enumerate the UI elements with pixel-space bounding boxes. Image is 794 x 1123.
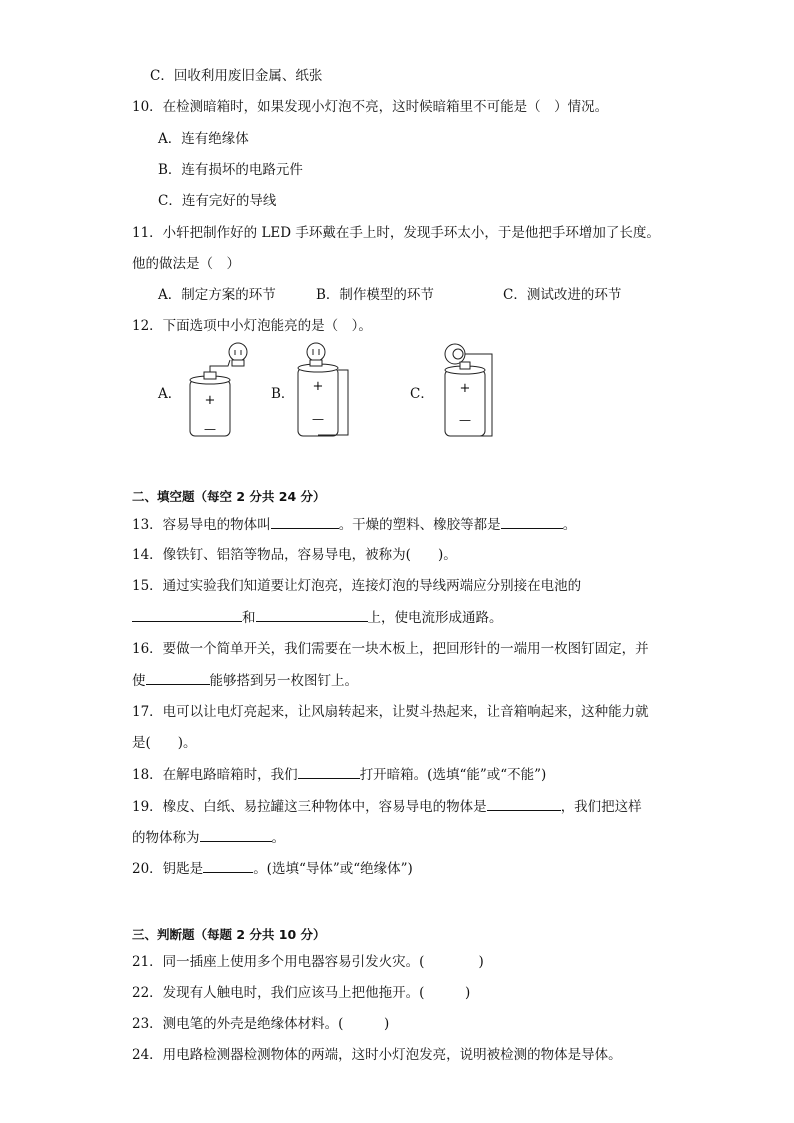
q22: 22．发现有人触电时，我们应该马上把他拖开。( ) [132, 985, 471, 1001]
q13-blank-1[interactable] [271, 514, 339, 529]
q20-text-2: 。(选填“导体”或“绝缘体”) [253, 861, 413, 877]
q18-text-2: 打开暗箱。(选填“能”或“不能”) [359, 767, 547, 783]
q13 [132, 514, 576, 535]
q18-text-1: 18．在解电路暗箱时，我们 [132, 767, 298, 783]
q19-text-3: 的物体称为 [132, 830, 200, 846]
q18 [132, 764, 546, 785]
bulb-icon [445, 344, 470, 369]
battery-icon [190, 372, 230, 436]
q18-blank[interactable] [298, 764, 360, 779]
q19-line1 [132, 796, 642, 817]
q11-option-c: C．测试改进的环节 [503, 287, 622, 303]
q12-label-a: A． [158, 386, 182, 402]
q13-blank-2[interactable] [501, 514, 563, 529]
q10-stem: 10．在检测暗箱时，如果发现小灯泡不亮，这时候暗箱里不可能是（ ）情况。 [132, 99, 609, 115]
positive-sign: + [459, 381, 471, 396]
q11-stem-line1: 11．小轩把制作好的 LED 手环戴在手上时，发现手环太小，于是他把手环增加了长度。 [132, 225, 660, 241]
q16-line1: 16．要做一个简单开关，我们需要在一块木板上，把回形针的一端用一枚图钉固定，并 [132, 641, 649, 657]
q23: 23．测电笔的外壳是绝缘体材料。( ) [132, 1016, 390, 1032]
q17-line1: 17．电可以让电灯亮起来，让风扇转起来，让熨斗热起来，让音箱响起来，这种能力就 [132, 704, 649, 720]
q13-text-2: 。干燥的塑料、橡胶等都是 [338, 517, 501, 533]
q11-stem-line2: 他的做法是（ ） [132, 256, 240, 272]
q19-blank-1[interactable] [487, 796, 561, 811]
circuit-a [190, 343, 247, 436]
q10-option-c: C．连有完好的导线 [158, 193, 277, 209]
q9-option-c: C．回收利用废旧金属、纸张 [150, 68, 323, 84]
q20-text-1: 20．钥匙是 [132, 861, 204, 877]
q15-blank-1[interactable] [132, 607, 242, 622]
q13-text-3: 。 [562, 517, 577, 533]
positive-sign: + [312, 379, 324, 394]
q15-line1: 15．通过实验我们知道要让灯泡亮，连接灯泡的导线两端应分别接在电池的 [132, 578, 582, 594]
positive-sign: + [204, 393, 216, 408]
q19-text-4: 。 [271, 830, 285, 846]
q21: 21．同一插座上使用多个用电器容易引发火灾。( ) [132, 954, 484, 970]
negative-sign: — [459, 413, 471, 427]
q16-blank[interactable] [146, 670, 210, 685]
q16-text-2: 能够搭到另一枚图钉上。 [209, 673, 358, 689]
battery-icon [298, 364, 338, 436]
battery-icon [445, 366, 485, 436]
q15-text-end: 上，使电流形成通路。 [367, 610, 503, 626]
q12-stem: 12．下面选项中小灯泡能亮的是（ ）。 [132, 318, 372, 334]
q19-text-1: 19．橡皮、白纸、易拉罐这三种物体中，容易导电的物体是 [132, 799, 487, 815]
q19-line2 [132, 827, 285, 848]
q12-circuit-diagrams [180, 338, 520, 443]
bulb-icon [229, 343, 247, 366]
q20 [132, 858, 413, 879]
q10-option-b: B．连有损坏的电路元件 [158, 162, 303, 178]
q16-line2 [132, 670, 358, 691]
circuit-b [298, 343, 348, 436]
q16-text-1: 使 [132, 673, 146, 689]
q17-line2: 是( )。 [132, 735, 197, 751]
circuit-c [445, 344, 492, 436]
negative-sign: — [204, 422, 216, 436]
q24: 24．用电路检测器检测物体的两端，这时小灯泡发亮，说明被检测的物体是导体。 [132, 1047, 622, 1063]
q14: 14．像铁钉、铝箔等物品，容易导电，被称为( )。 [132, 547, 457, 563]
q20-blank[interactable] [203, 858, 253, 873]
q12-label-b: B． [271, 386, 295, 402]
q19-text-2: ，我们把这样 [560, 799, 642, 815]
q15-blank-2[interactable] [256, 607, 368, 622]
q11-option-b: B．制作模型的环节 [316, 287, 434, 303]
q10-option-a: A．连有绝缘体 [158, 131, 249, 147]
q19-blank-2[interactable] [200, 827, 272, 842]
q15-text-and: 和 [242, 610, 256, 626]
negative-sign: — [312, 412, 324, 426]
q15-line2 [132, 607, 503, 628]
section-3-title: 三、判断题（每题 2 分共 10 分） [132, 927, 326, 942]
bulb-icon [307, 343, 325, 366]
q12-label-c: C． [410, 386, 434, 402]
q11-option-a: A．制定方案的环节 [158, 287, 276, 303]
q13-text-1: 13．容易导电的物体叫 [132, 517, 271, 533]
section-2-title: 二、填空题（每空 2 分共 24 分） [132, 489, 326, 504]
